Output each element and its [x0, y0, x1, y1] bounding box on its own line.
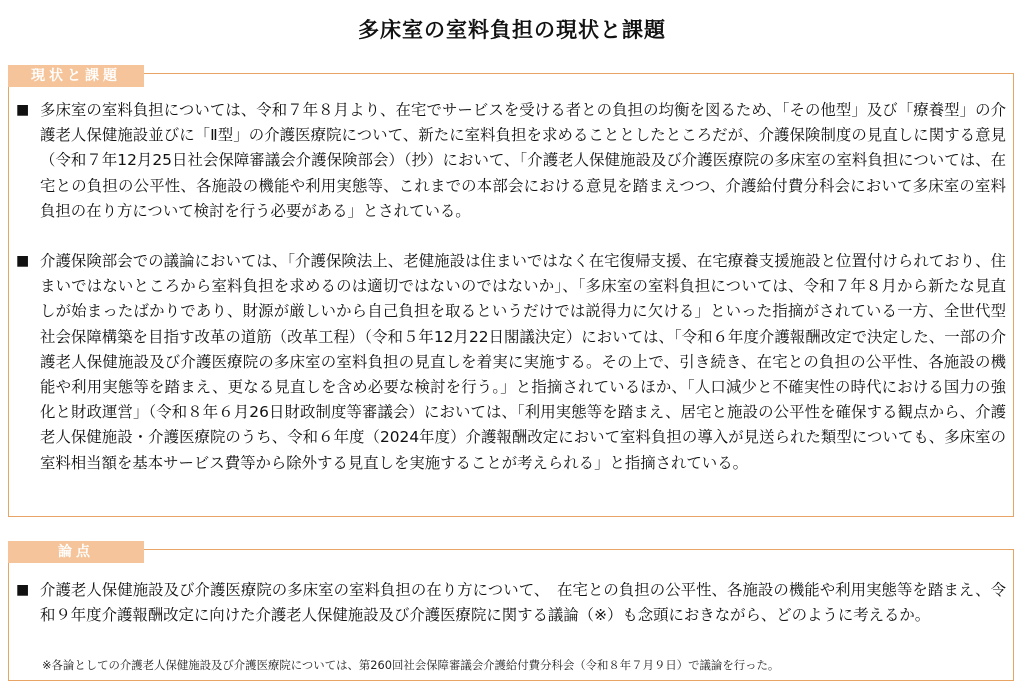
discussion-paragraph: [16, 578, 1006, 628]
page-title: 多床室の室料負担の現状と課題: [358, 18, 666, 42]
discussion-points-label: 論点: [8, 541, 144, 563]
bullet-icon: ■: [16, 253, 30, 269]
status-issues-label: 現状と課題: [8, 65, 144, 87]
paragraph-text: 介護保険部会での議論においては、「介護保険法上、老健施設は住まいではなく在宅復帰支援、在宅療養支援施設と位置付けられており、住まいではないところから室料負担を求めるのは適切ではないのではないか」、「多床室の室料負担については、令和７年８月から新たな見直しが始まったばかりであり、財源が厳しいから自己負担を取るというだけでは説得力に欠ける」といった指摘がされている一方、全世代型社会保障構築を目指す改革の道筋（改革工程）（令和５年12月22日閣議決定）においては、「令和６年度介護報酬改定で決定した、一部の介護老人保健施設及び介護医療院の多床室の室料負担の見直しを着実に実施する。その上で、引き続き、在宅との負担の公平性、各施設の機能や利用実態等を踏まえ、更なる見直しを含め必要な検討を行う。」と指摘されているほか、「人口減少と不確実性の時代における国力の強化と財政運営」（令和８年６月26日財政制度等審議会）においては、「利用実態等を踏まえ、居宅と施設の公平性を確保する観点から、介護老人保健施設・介護医療院のうち、令和６年度（2024年度）介護報酬改定において室料負担の導入が見送られた類型についても、多床室の室料相当額を基本サービス費等から除外する見直しを実施することが考えられる」と指摘されている。: [40, 252, 1006, 472]
footnote: ※各論としての介護老人保健施設及び介護医療院については、第260回社会保障審議会介護給付費分科会（令和８年７月９日）で議論を行った。: [42, 658, 780, 672]
bullet-icon: ■: [16, 582, 30, 598]
status-paragraph-1: [16, 98, 1006, 224]
paragraph-text: 多床室の室料負担については、令和７年８月より、在宅でサービスを受ける者との負担の均衡を図るため、「その他型」及び「療養型」の介護老人保健施設並びに「Ⅱ型」の介護医療院について、新たに室料負担を求めることとしたところだが、介護保険制度の見直しに関する意見（令和７年12月25日社会保障審議会介護保険部会）（抄）において、「介護老人保健施設及び介護医療院の多床室の室料負担については、在宅との負担の公平性、各施設の機能や利用実態等、これまでの本部会における意見を踏まえつつ、介護給付費分科会において多床室の室料負担の在り方について検討を行う必要がある」とされている。: [40, 101, 1006, 220]
bullet-icon: ■: [16, 102, 30, 118]
status-paragraph-2: [16, 249, 1006, 476]
paragraph-text: 介護老人保健施設及び介護医療院の多床室の室料負担の在り方について、 在宅との負担の公平性、各施設の機能や利用実態等を踏まえ、令和９年度介護報酬改定に向けた介護老人保健施設及び介護医療院に関する議論（※）も念頭におきながら、どのように考えるか。: [40, 581, 1006, 625]
